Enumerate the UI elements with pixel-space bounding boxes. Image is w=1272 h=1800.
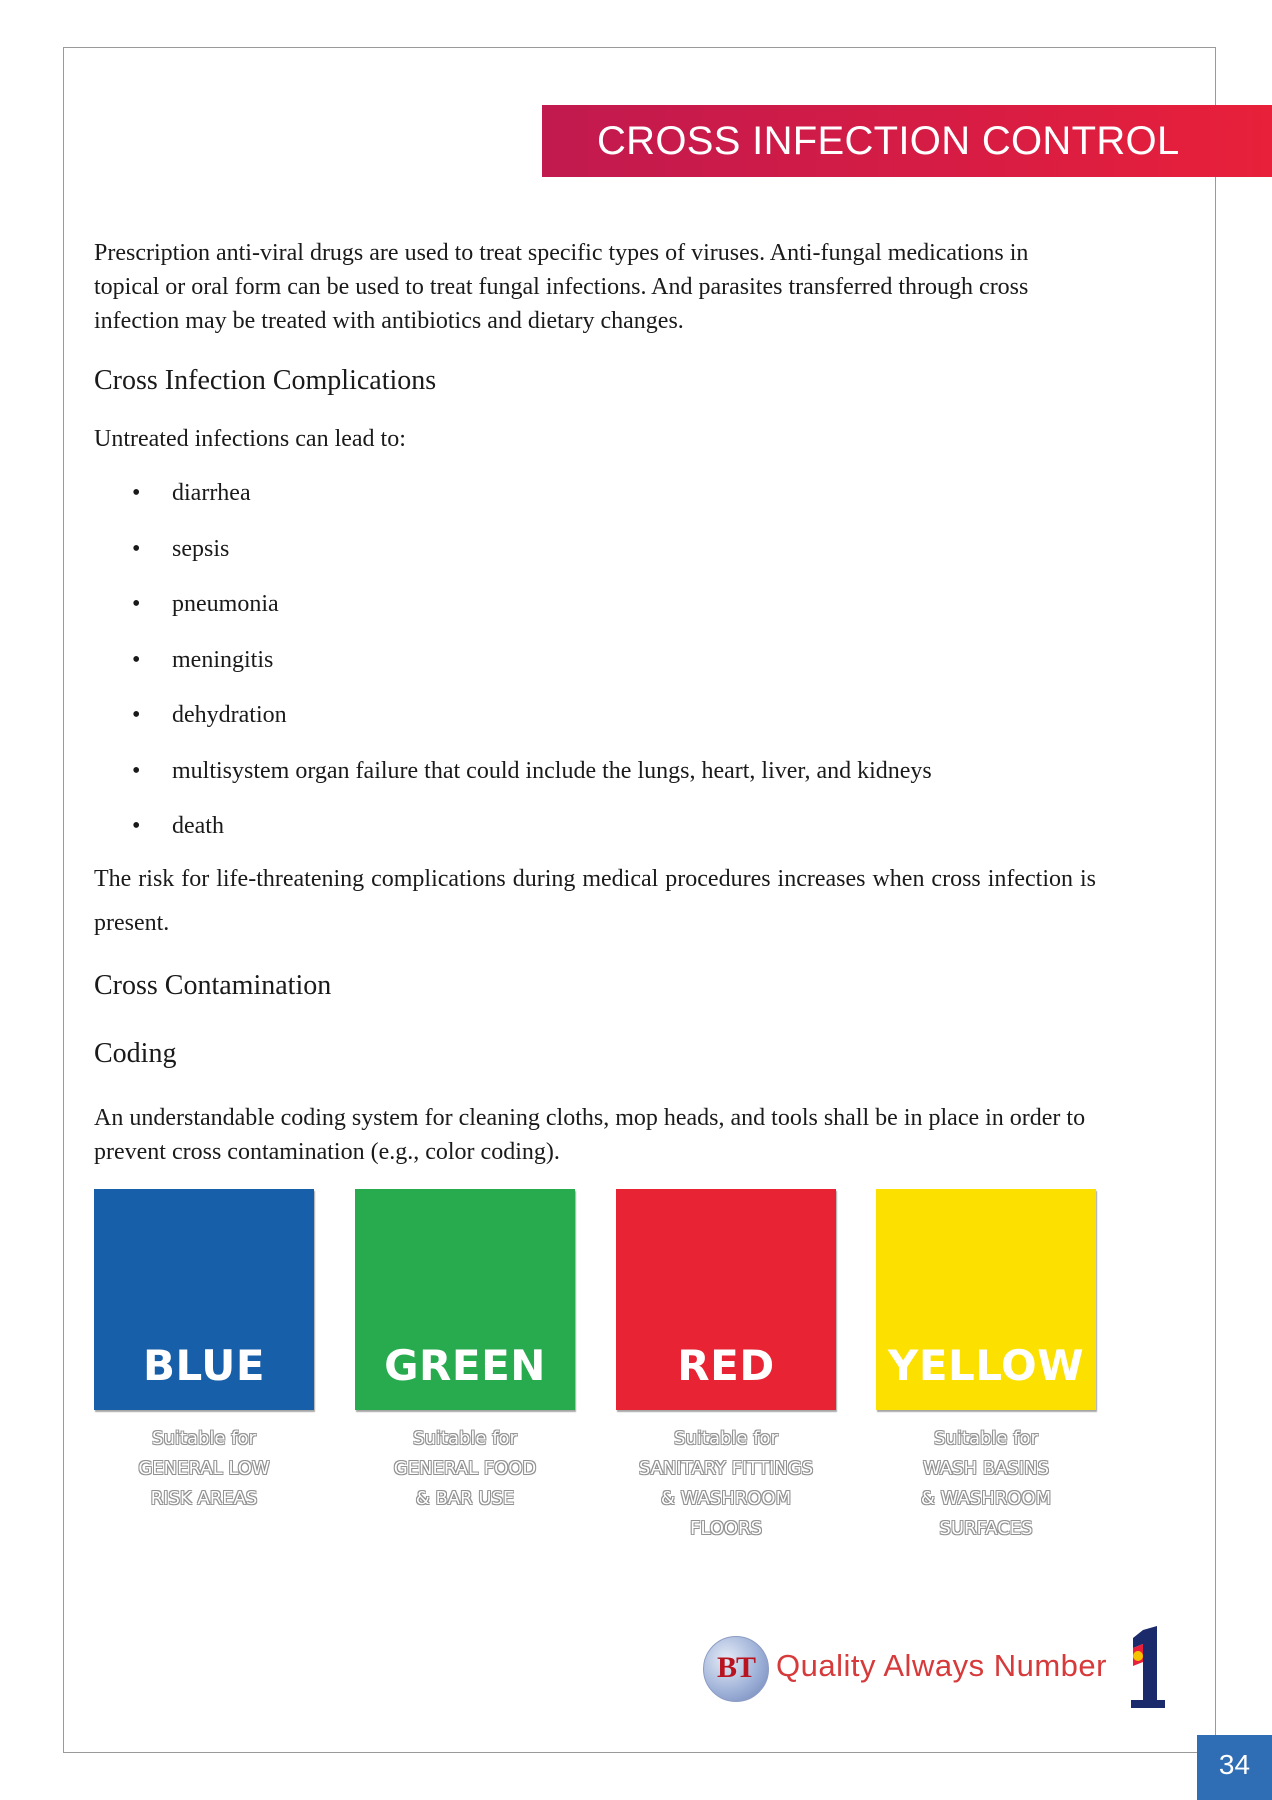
complications-lead: Untreated infections can lead to: (94, 426, 406, 452)
risk-paragraph: The risk for life-threatening complications during medical procedures increases when cross infection is present. (94, 865, 1096, 936)
swatch-caption-yellow (866, 1424, 1106, 1544)
number-one-badge-icon (1123, 1626, 1169, 1712)
caption-line: WASH BASINS (922, 1458, 1050, 1479)
swatch-red (616, 1189, 836, 1410)
caption-line: & WASHROOM (920, 1488, 1052, 1509)
swatch-label: RED (677, 1341, 775, 1390)
swatch-blue (94, 1189, 314, 1410)
list-item: • multisystem organ failure that could include the lungs, heart, liver, and kidneys (94, 754, 1096, 788)
footer-logo (703, 1626, 1173, 1712)
coding-paragraph: An understandable coding system for cleaning cloths, mop heads, and tools shall be in place in order to prevent cross contamination (e.g., color coding). (94, 1104, 1086, 1165)
swatch-caption-green (345, 1424, 585, 1514)
swatch-label: GREEN (384, 1341, 546, 1390)
swatch-label: YELLOW (887, 1341, 1085, 1390)
section-banner: CROSS INFECTION CONTROL (542, 105, 1272, 177)
caption-line: & BAR USE (415, 1488, 515, 1509)
caption-line: Suitable for (152, 1428, 256, 1449)
swatch-green (355, 1189, 575, 1410)
caption-line: GENERAL FOOD (393, 1458, 537, 1479)
caption-line: SANITARY FITTINGS (638, 1458, 814, 1479)
globe-logo-icon (703, 1636, 769, 1702)
caption-line: Suitable for (674, 1428, 778, 1449)
caption-line: RISK AREAS (150, 1488, 258, 1509)
swatch-yellow (876, 1189, 1096, 1410)
caption-line: GENERAL LOW (138, 1458, 270, 1479)
swatch-caption-blue (84, 1424, 324, 1514)
main-content (94, 236, 1096, 1169)
caption-line: FLOORS (689, 1518, 762, 1539)
list-item: • death (94, 809, 1096, 843)
list-item: • dehydration (94, 698, 1096, 732)
intro-paragraph: Prescription anti-viral drugs are used to treat specific types of viruses. Anti-fungal medications in topical or oral form can be used to treat fungal infections. And parasites transferred through cross infection may be treated with antibiotics and dietary changes. (94, 240, 1029, 334)
coding-heading: Coding (94, 1037, 177, 1069)
contamination-heading: Cross Contamination (94, 969, 332, 1001)
logo-letters: BT (716, 1651, 756, 1684)
list-item: • diarrhea (94, 476, 1096, 510)
list-item: • sepsis (94, 532, 1096, 566)
color-coding-swatches (94, 1189, 1096, 1559)
caption-line: Suitable for (413, 1428, 517, 1449)
list-item: • pneumonia (94, 587, 1096, 621)
footer-tagline: Quality Always Number (776, 1648, 1107, 1683)
caption-line: & WASHROOM (660, 1488, 792, 1509)
swatch-caption-red (606, 1424, 846, 1544)
complications-list (94, 476, 1096, 843)
complications-heading: Cross Infection Complications (94, 365, 437, 396)
caption-line: Suitable for (934, 1428, 1038, 1449)
caption-line: SURFACES (939, 1518, 1033, 1539)
page-number: 34 (1197, 1735, 1272, 1800)
swatch-label: BLUE (142, 1341, 266, 1390)
list-item: • meningitis (94, 643, 1096, 677)
